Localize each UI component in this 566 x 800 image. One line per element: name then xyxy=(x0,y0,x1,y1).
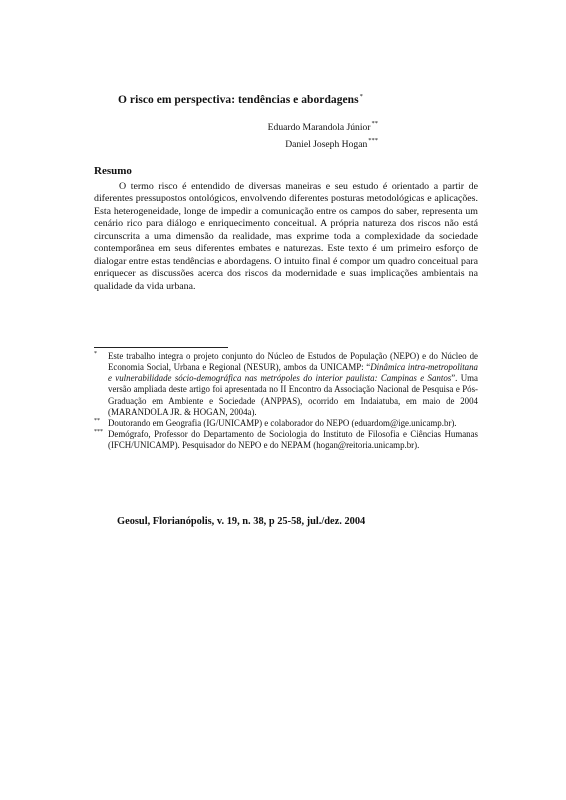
footnote xyxy=(94,418,478,429)
author-line xyxy=(268,134,378,151)
author-line xyxy=(268,117,378,134)
author-name: Daniel Joseph Hogan xyxy=(285,139,368,150)
title-footnote-mark: * xyxy=(359,93,363,100)
footnote-text-part: ”. Uma versão ampliada deste artigo foi apresentada no II Encontro da Associação Nacional de Pesquisa e Pós-Graduação em Ambiente e Sociedade (ANPPAS), ocorrido em Indaiatuba, em maio de 2004 (MARANDOLA JR. & HOGAN, 2004a). xyxy=(108,373,478,417)
article-title xyxy=(118,93,363,106)
abstract-paragraph: O termo risco é entendido de diversas maneiras e seu estudo é orientado a partir de diferentes pressupostos ontológicos, envolvendo diferentes posturas metodológicas e aplicações. Esta heterogeneidade, longe de impedir a comunicação entre os campos do saber, representa um cenário rico para diálogo e enriquecimento conceitual. A própria natureza dos riscos não está circunscrita a uma dimensão da realidade, mas exprime toda a complexidade da sociedade contemporânea em seus diferentes embates e naturezas. Este texto é um primeiro esforço de dialogar entre estas tendências e abordagens. O intuito final é compor um quadro conceitual para enriquecer as discussões acerca dos riscos da modernidade e suas implicações ambientais na qualidade da vida urbana. xyxy=(94,181,478,292)
footnote xyxy=(94,429,478,451)
footnote-text: Doutorando em Geografia (IG/UNICAMP) e colaborador do NEPO (eduardom@ige.unicamp.br). xyxy=(108,417,457,428)
footnote-text: Demógrafo, Professor do Departamento de Sociologia do Instituto de Filosofia e Ciências Humanas (IFCH/UNICAMP). Pesquisador do NEPO e do NEPAM (hogan@reitoria.unicamp.br). xyxy=(108,429,478,451)
author-name: Eduardo Marandola Júnior xyxy=(267,122,371,133)
author-footnote-mark: ** xyxy=(371,120,378,127)
footnote-mark: ** xyxy=(94,417,100,424)
footnote-mark: *** xyxy=(94,429,103,436)
abstract-heading: Resumo xyxy=(94,165,132,177)
footnote xyxy=(94,351,478,418)
footnotes xyxy=(94,351,478,451)
journal-citation: Geosul, Florianópolis, v. 19, n. 38, p 25-58, jul./dez. 2004 xyxy=(117,516,366,527)
article-title-text: O risco em perspectiva: tendências e abordagens xyxy=(118,94,359,106)
author-footnote-mark: *** xyxy=(368,137,378,144)
footnote-project-title: Dinâmica intra-metropolitana e vulnerabilidade sócio-demográfica nas metrópoles do interior paulista: Campinas e Santos xyxy=(108,362,478,384)
author-block xyxy=(268,117,378,151)
footnote-separator xyxy=(94,347,228,348)
footnote-text xyxy=(108,351,478,418)
footnote-mark: * xyxy=(94,351,97,357)
footnote-text-part: Este trabalho integra o projeto conjunto do Núcleo de Estudos de População (NEPO) e do Núcleo de Economia Social, Urbana e Regional (NESUR), ambos da UNICAMP: “ xyxy=(108,351,478,373)
